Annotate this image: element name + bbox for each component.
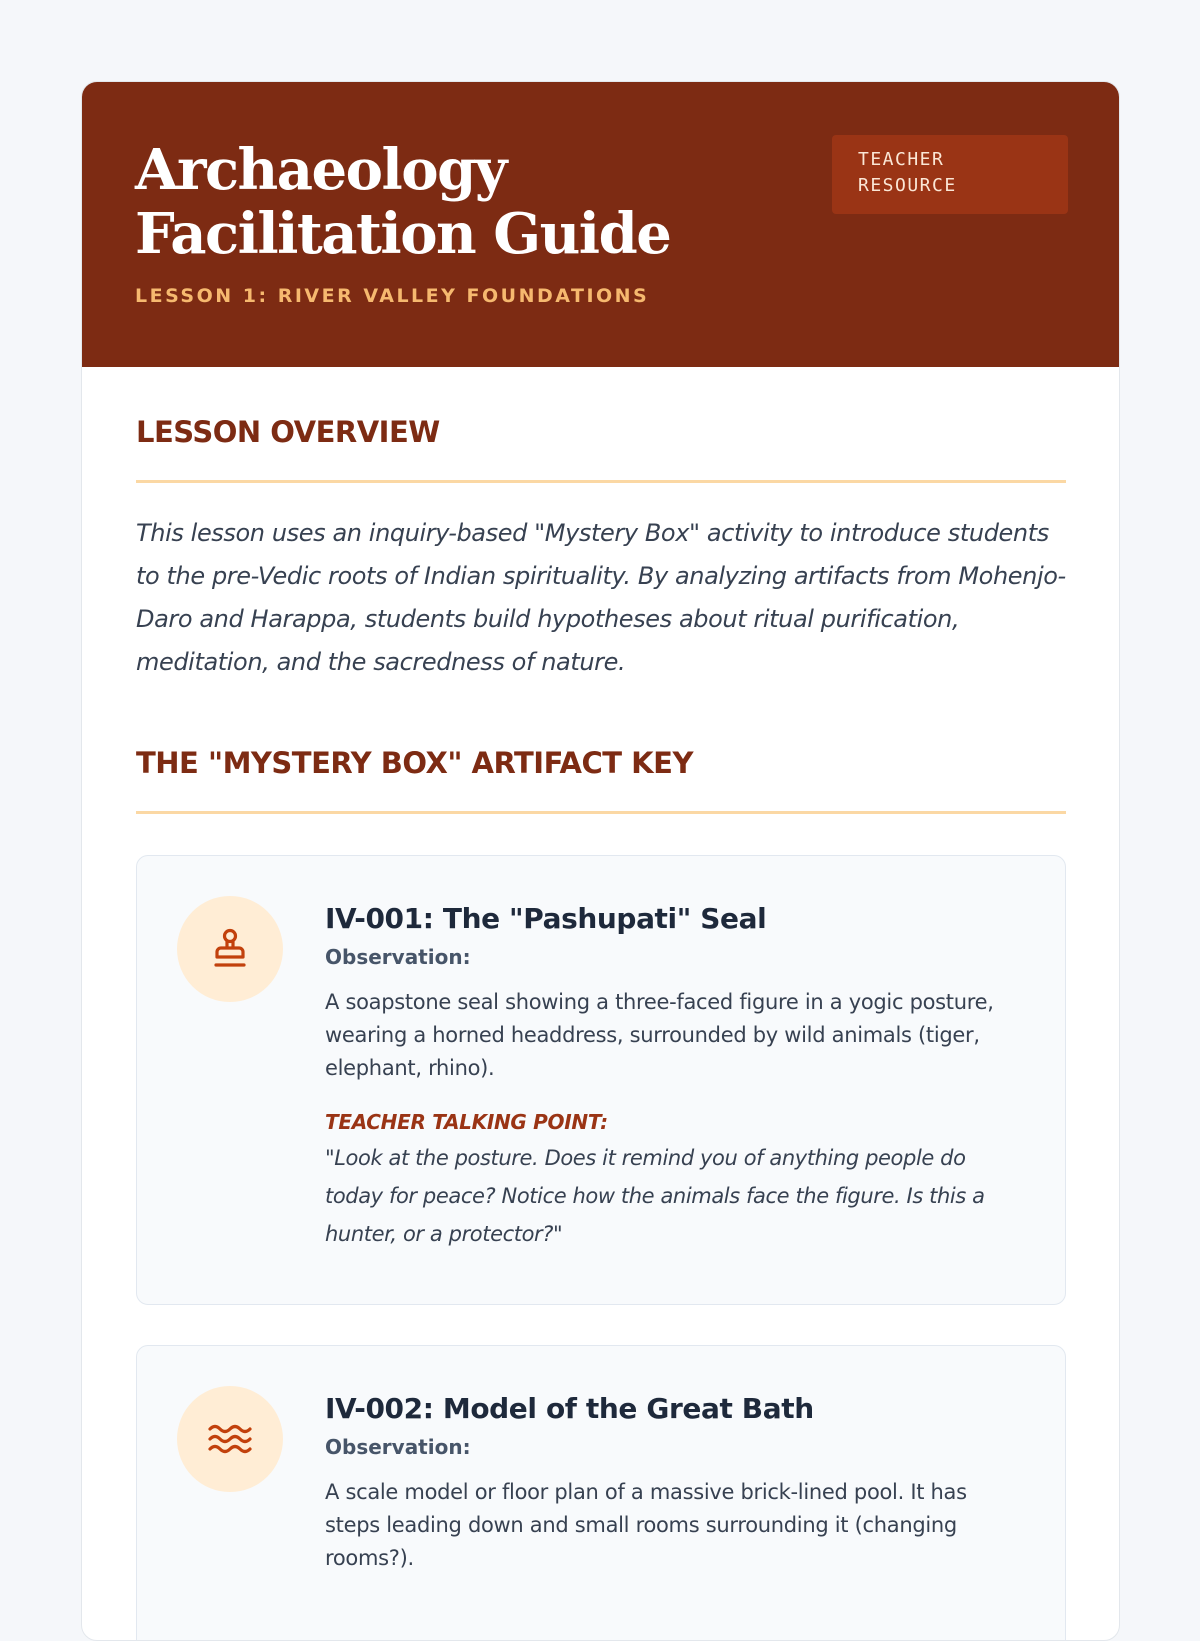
artifact-icon-badge <box>177 1386 283 1492</box>
artifact-card <box>136 1345 1066 1641</box>
observation-text: A soapstone seal showing a three-faced figure in a yogic posture, wearing a horned headdress, surrounded by wild animals (tiger, elephant, rhino). <box>325 990 994 1080</box>
teacher-resource-badge: TEACHER RESOURCE <box>832 135 1068 214</box>
lesson-overview-heading: LESSON OVERVIEW <box>136 415 440 449</box>
observation-text: A scale model or floor plan of a massive brick-lined pool. It has steps leading down and small rooms surrounding it (changing rooms?). <box>325 1480 967 1570</box>
section-divider <box>136 811 1066 814</box>
artifact-icon-badge <box>177 896 283 1002</box>
page-title: Archaeology Facilitation Guide <box>135 137 671 267</box>
artifact-title: IV-002: Model of the Great Bath <box>325 1392 814 1425</box>
water-icon <box>206 1415 254 1463</box>
talking-point-label: TEACHER TALKING POINT: <box>325 1110 608 1134</box>
talking-point-text: "Look at the posture. Does it remind you of anything people do today for peace? Notice how the animals face the figure. Is this a hunter, or a protector?" <box>325 1146 985 1246</box>
artifact-title: IV-001: The "Pashupati" Seal <box>325 902 767 935</box>
stamp-icon <box>206 925 254 973</box>
observation-label: Observation: <box>325 1435 471 1459</box>
facilitation-guide-page <box>81 81 1120 1641</box>
artifact-key-heading: THE "MYSTERY BOX" ARTIFACT KEY <box>136 746 693 780</box>
lesson-overview-text: This lesson uses an inquiry-based "Mystery Box" activity to introduce students to the pre-Vedic roots of Indian spirituality. By analyzing artifacts from Mohenjo-Daro and Harappa, students build hypotheses about ritual purification, meditation, and the sacredness of nature. <box>136 519 1066 676</box>
page-header <box>82 82 1120 367</box>
observation-label: Observation: <box>325 945 471 969</box>
artifact-card <box>136 855 1066 1305</box>
lesson-subtitle: LESSON 1: RIVER VALLEY FOUNDATIONS <box>135 285 650 307</box>
section-divider <box>136 480 1066 483</box>
